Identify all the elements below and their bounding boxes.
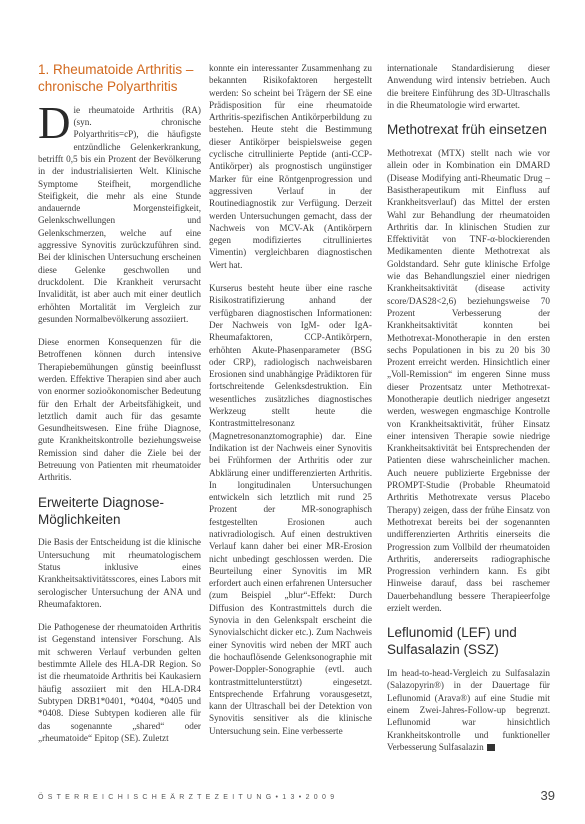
section-heading-methotrexat: Methotrexat früh einsetzen <box>387 122 547 138</box>
paragraph-pathogenesis: Die Pathogenese der rheumatoiden Arthritis ist Gegenstand intensiver Forschung. Als mit schweren Verlauf verbunden gelten bestimmte Allele des HLA-DR Region. So ist die rheumatoide Arthritis bei Kaukasiern häufig assoziiert mit den HLA-DR4 Subtypen DRB1*0401, *0404, *0405 und *0408. Diese Subtypen kodieren alle für das sogenannte „shared“ oder „rheumatoide“ Epitop (SE). Zuletzt <box>38 622 201 743</box>
drop-cap: D <box>38 97 71 148</box>
paragraph-leflunomid <box>387 667 550 753</box>
section-heading-diagnosis: Erweiterte Diagnose-Möglichkeiten <box>38 494 165 527</box>
paragraph-consequences: Diese enormen Konsequenzen für die Betroffenen können durch intensive Therapiebemühungen günstig beeinflusst werden. Effektive Therapien sind aber auch von enormer sozioökonomischer Bedeutung für den Erhalt der Arbeitsfähigkeit, und letztlich damit auch für das gesamte Gesundheitswesen. Eine frühe Diagnose, gute Krankheitskontrolle beziehungsweise Remission sind daher die Ziele bei der Betreuung von Patienten mit rheumatoider Arthritis. <box>38 337 201 483</box>
end-mark-icon <box>487 744 495 751</box>
column-1 <box>38 62 201 762</box>
page-number: 39 <box>540 788 555 803</box>
paragraph-intro-text: ie rheumatoide Arthritis (RA) (syn. chronische Polyarthritis=cP), die häufigste entzündliche Gelenkerkrankung, betrifft 0,5 bis ein Prozent der Bevölkerung in der industrialisierten Welt. Klinische Symptome Steifheit, morgendliche Steifigkeit, die mehr als eine Stunde andauernde Morgensteifigkeit, Gelenkschwellungen und Gelenkschmerzen, welche auf eine aggressive Synovitis zurückzuführen sind. Bei der klinischen Untersuchung erscheinen diese Gelenke geschwollen und druckdolent. Die Krankheit verursacht Invalidität, ist aber auch mit einer deutlich erhöhten Mortalität im Vergleich zur gesunden Normalbevölkerung assoziiert. <box>38 104 201 324</box>
section-heading-leflunomid: Leflunomid (LEF) und Sulfasalazin (SSZ) <box>387 625 517 658</box>
paragraph-methotrexat: Methotrexat (MTX) stellt nach wie vor allein oder in Kombination ein DMARD (Disease Modifying anti-Rheumatic Drug – Basistherapeutikum mit Einfluss auf Krankheitsverlauf) das Mittel der ersten Wahl zur Behandlung der rheumatoiden Arthritis dar. In klinischen Studien zur Effektivität von TNF-α-blockierenden Medikamenten diente Methotrexat als Goldstandard. Sehr gute klinische Erfolge wie das Behandlungsziel einer niedrigen Krankheitsaktivität (disease activity score/DAS28<2,6) beziehungsweise 70 Prozent Verbesserung der Krankheitsaktivität konnten bei Methotrexat-Monotherapie in den ersten sechs Populationen in bis zu 20 bis 30 Prozent erreicht werden. Hinsichtlich einer „Voll-Remission“ im engeren Sinne muss dieser Prozentsatz unter Methotrexat-Monotherapie deutlich niedriger angesetzt werden, weswegen engmaschige Kontrolle von Krankheitsaktivität, früher Einsatz einer intensiven Therapie sowie niedrige Krankheitsaktivität bei Entsprechenden der Patienten diese wahrscheinlicher machen. Auch neuere publizierte Ergebnisse der PROMPT-Studie (Probable Rheumatoid Arthritis Methotrexate versus Placebo Therapy) zeigen, dass der frühe Einsatz von Methotrexat bereits bei der sogenannten undifferenzierten Arthritis einerseits die Progression zum Vollbild der rheumatoiden Arthritis, andererseits radiographische Progression verhindern kann. Es gibt Hinweise darauf, dass bei raschemer Dauerbehandlung bessere Therapieerfolge erzielt werden. <box>387 148 550 614</box>
footer-journal: Ö S T E R R E I C H I S C H E Ä R Z T E Z E I T U N G • 1 3 • 2 0 0 9 <box>38 794 336 801</box>
paragraph-standardisation: internationale Standardisierung dieser Anwendung wird intensiv betrieben. Auch die breitere Einführung des 3D-Ultraschalls in die Rheumatologie wird erwartet. <box>387 63 550 110</box>
paragraph-risk-stratification: Kurserus besteht heute über eine rasche Risikostratifizierung anhand der verfügbaren diagnostischen Informationen: Der Nachweis von IgM- oder IgA-Rheumafaktoren, CCP-Antikörpern, erhöhten Akute-Phasenparameter (BSG oder CRP), radiologisch nachweisbaren Erosionen sind unabhängige Prädiktoren für fortschreitende Gelenksdestruktion. Ein wesentliches zusätzliches diagnostisches Werkzeug stellt heute die Kontrastmittelresonanz (Magnetresonanztomographie) dar. Eine Indikation ist der Nachweis einer Synovitis bei Frühformen der Arthritis oder zur Abklärung einer undifferenzierten Arthritis. In longitudinalen Untersuchungen entwickeln sich letztlich mit rund 25 Prozent der MR-sonographisch festgestellten Erosionen auch nativradiologisch. Auf einen destruktiven Verlauf kann daher bei einer MR-Erosion nicht unbedingt geschlossen werden. Die Beurteilung einer Synovitis im MR erfordert auch einen erfahrenen Untersucher (zum Beispiel „blur“-Effekt: Durch Diffusion des Kontrastmittels durch die Synovia in den Gelenkspalt erscheint die Synovialschicht dicker etc.). Zum Nachweis einer Synovitis wird neben der MRT auch die hochauflösende Gelenksonographie mit Power-Doppler-Sonographie (evtl. auch kontrastmittelunterstützt) eingesetzt. Entsprechende Erfahrung vorausgesetzt, kann der Ultraschall bei der Detektion von Synovitis sensitiver als die klinische Untersuchung sein. Eine verbesserte <box>209 283 372 736</box>
paragraph-basis: Die Basis der Entscheidung ist die klinische Untersuchung mit rheumatologischem Status inklusive eines Krankheitsaktivitätsscores, eines Labors mit serologischer Untersuchung der ANA und Rheumafaktoren. <box>38 537 201 609</box>
column-2 <box>209 62 372 762</box>
paragraph-leflunomid-text: Im head-to-head-Vergleich zu Sulfasalazin (Salazopyrin®) in der Dauertage für Leflunomid (Arava®) auf eine Studie mit einem Zwei-Jahres-Follow-up begrenzt. Leflunomid war hinsichtlich Krankheitskontrolle und funktioneller Verbesserung Sulfasalazin <box>387 668 550 752</box>
section-heading-ra: 1. Rheumatoide Arthritis – chronische Polyarthritis <box>38 62 194 94</box>
paragraph-antibodies: konnte ein interessanter Zusammenhang zu bekannten Risikofaktoren hergestellt werden: So scheint bei Trägern der SE eine Prädisposition für eine rheumatoide Arthritis-spezifischen Antikörperbildung zu bestehen. Heute steht die Bestimmung dieser Antikörper beispielsweise gegen cyclische citrullinierte Peptide (anti-CCP-Antikörper) als prognostisch ungünstiger Marker für eine Röntgenprogression und aggressiven Verlauf in der Routinediagnostik zur Verfügung. Derzeit werden Untersuchungen gemacht, dass der Nachweis von MCV-Ak (Antikörpern gegen modifiziertes citrulliniertes Vimentin) vergleichbaren diagnostischen Wert hat. <box>209 63 372 270</box>
paragraph-intro <box>38 97 201 325</box>
column-3 <box>387 62 550 762</box>
